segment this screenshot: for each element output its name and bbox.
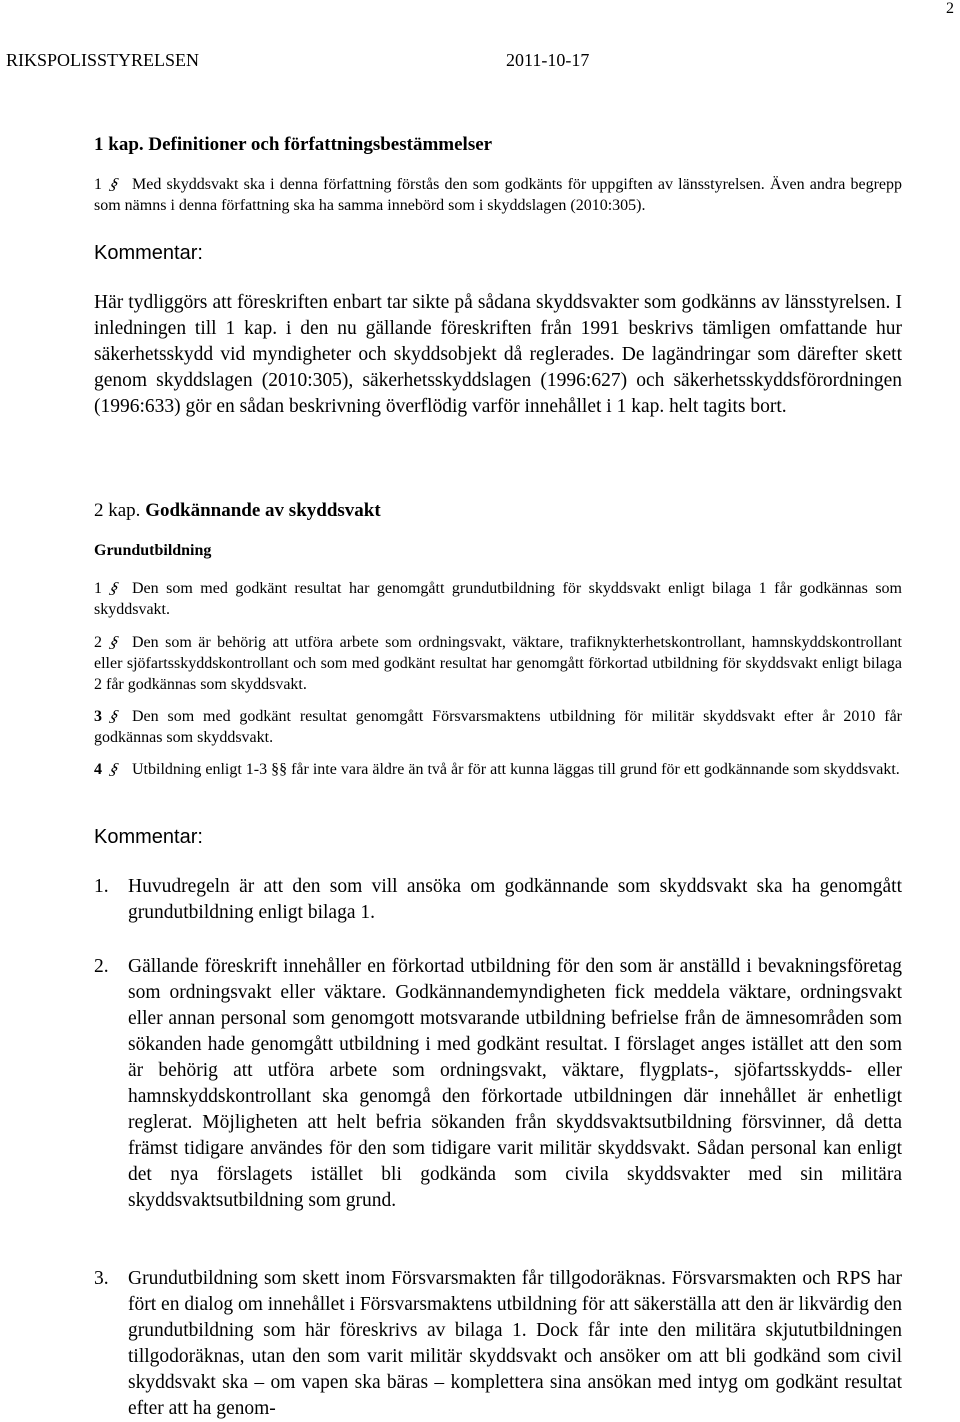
header-date: 2011-10-17 [506, 50, 590, 70]
comment-label: Kommentar: [94, 242, 203, 264]
chapter-2-heading [94, 500, 381, 522]
paragraph-number: 4 [94, 761, 102, 778]
paragraph-text: Utbildning enligt 1-3 §§ får inte vara äldre än två år för att kunna läggas till grund för ett godkännande som skyddsvakt. [132, 761, 900, 778]
chapter-2-title: Godkännande av skyddsvakt [145, 500, 381, 521]
paragraph-text: Den som med godkänt resultat genomgått Försvarsmaktens utbildning för militär skyddsvakt efter år 2010 får godkännas som skyddsvakt. [94, 708, 902, 746]
paragraph-text: Med skyddsvakt ska i denna författning förstås den som godkänts för uppgiften av länsstyrelsen. Även andra begrepp som nämns i denna författning ska ha samma innebörd som i skyddslagen (2010:305). [94, 176, 902, 214]
paragraph-text: Den som är behörig att utföra arbete som ordningsvakt, väktare, trafiknykterhetskontrollant, hamnskyddskontrollant eller sjöfartsskyddskontrollant och som med godkänt resultat har genomgått förkortad utbildning för skyddsvakt enligt bilaga 2 får godkännas som skyddsvakt. [94, 634, 902, 693]
paragraph-number: 1 [94, 580, 102, 597]
item-text: Huvudregeln är att den som vill ansöka om godkännande som skyddsvakt ska ha genomgått grundutbildning enligt bilaga 1. [128, 876, 902, 923]
subheading-grundutbildning: Grundutbildning [94, 542, 212, 559]
item-number: 2. [94, 956, 109, 977]
item-number: 3. [94, 1268, 109, 1289]
comment-item-1 [94, 874, 902, 926]
paragraph-number: 1 [94, 176, 102, 193]
section-sign: § [107, 761, 121, 778]
comment-item-3 [94, 1266, 902, 1422]
paragraph-number: 3 [94, 708, 102, 725]
comment-label: Kommentar: [94, 826, 203, 848]
chapter-2-number: 2 kap. [94, 500, 141, 521]
kap2-paragraph-1 [94, 578, 902, 620]
item-number: 1. [94, 876, 109, 897]
section-sign: § [107, 708, 121, 725]
kap1-paragraph-1 [94, 174, 902, 216]
kap2-paragraph-4 [94, 759, 902, 780]
header-org: RIKSPOLISSTYRELSEN [6, 50, 200, 70]
paragraph-number: 2 [94, 634, 102, 651]
item-text: Gällande föreskrift innehåller en förkortad utbildning för den som är anställd i bevakningsföretag som ordningsvakt eller väktare. Godkännandemyndigheten fick meddela väktare, ordningsvakt eller annan personal som genomgott motsvarande utbildning befrielse från de ämnesområden som sökanden hade genomgått utbildning i med godkänt resultat. I förslaget anges istället att den som är behörig att utföra arbete som ordningsvakt, väktare, flygplats-, sjöfartsskydds- eller hamnskyddskontrollant ska genomgå den förkortade utbildningen där innehållet är enhetligt reglerat. Möjligheten att helt befria sökanden från skyddsvaktsutbildning försvinner, då detta främst tidigare användes för den som tidigare varit militär skyddsvakt. Sådan personal kan enligt det nya förslagets istället bli godkända som civila skyddsvakter med sin militära skyddsvaktsutbildning som grund. [128, 956, 902, 1211]
kap1-comment [94, 290, 902, 420]
section-sign: § [107, 634, 121, 651]
item-text: Grundutbildning som skett inom Försvarsmakten får tillgodoräknas. Försvarsmakten och RPS har fört en dialog om innehållet i Försvarsmaktens utbildning för att säkerställa att den är likvärdig den grundutbildning som här föreskrivs av bilaga 1. Dock får inte den militära skjututbildningen tillgodoräknas, utan den som varit militär skyddsvakt och ansöker om att bli godkänd som civil skyddsvakt ska – om vapen ska bäras – komplettera sina ansökan med intyg om godkänt resultat efter att ha genom- [128, 1268, 902, 1419]
comment-text: Här tydliggörs att föreskriften enbart tar sikte på sådana skyddsvakter som godkänns av länsstyrelsen. I inledningen till 1 kap. i den nu gällande föreskriften från 1991 beskrivs tämligen omfattande hur säkerhetsskydd vid myndigheter och skyddsobjekt då reglerades. De lagändringar som därefter skett genom skyddslagen (2010:305), säkerhetsskyddslagen (1996:627) och säkerhetsskyddsförordningen (1996:633) gör en sådan beskrivning överflödig varför innehållet i 1 kap. helt tagits bort. [94, 292, 902, 417]
section-sign: § [107, 580, 121, 597]
page-number: 2 [946, 0, 954, 17]
section-sign: § [107, 176, 121, 193]
kap2-paragraph-2 [94, 632, 902, 695]
paragraph-text: Den som med godkänt resultat har genomgått grundutbildning för skyddsvakt enligt bilaga 1 får godkännas som skyddsvakt. [94, 580, 902, 618]
kap2-paragraph-3 [94, 706, 902, 748]
chapter-1-heading: 1 kap. Definitioner och författningsbestämmelser [94, 134, 493, 155]
comment-item-2 [94, 954, 902, 1214]
